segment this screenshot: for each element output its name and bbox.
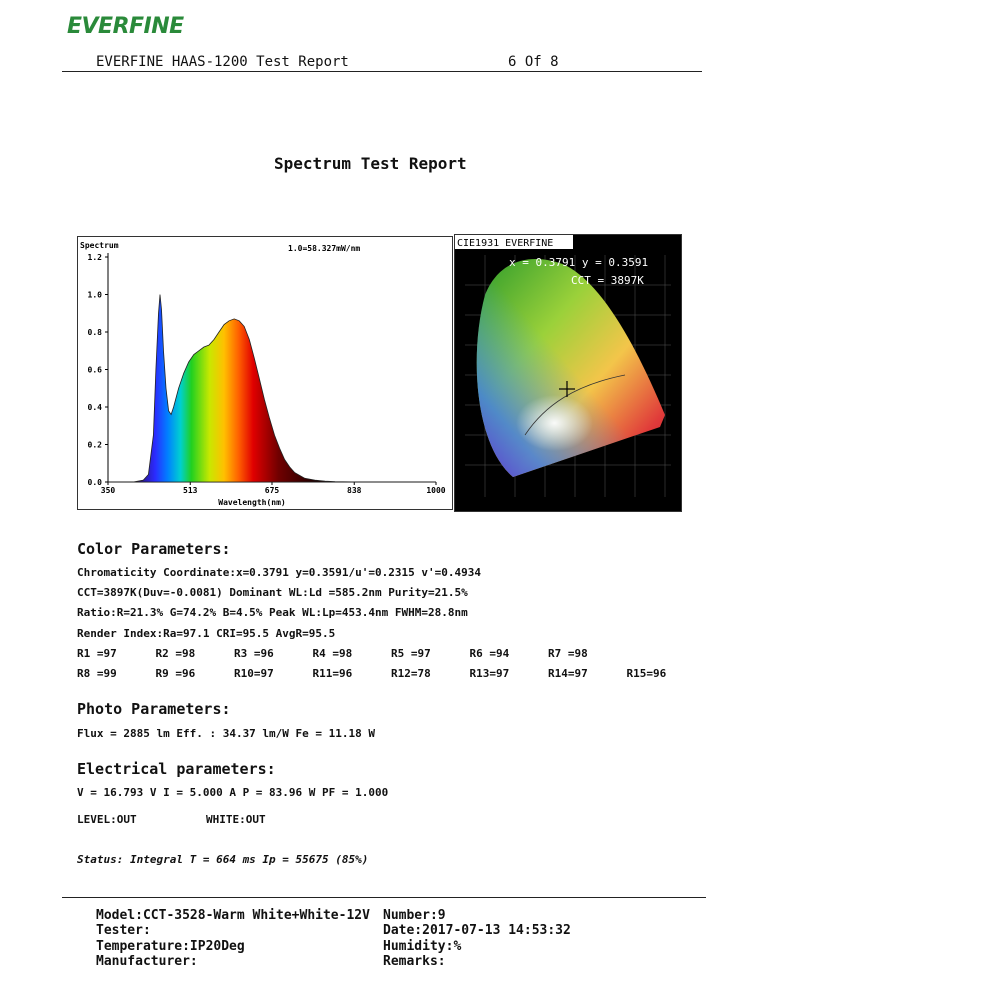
ratio-line: Ratio:R=21.3% G=74.2% B=4.5% Peak WL:Lp=453.4nm FWHM=28.8nm bbox=[77, 606, 468, 619]
r-value: R9 =96 bbox=[155, 667, 196, 680]
footer-manufacturer: Manufacturer: bbox=[96, 954, 198, 969]
footer-rule bbox=[62, 897, 706, 898]
cie-xy: x = 0.3791 y = 0.3591 bbox=[509, 256, 649, 269]
r-value: R8 =99 bbox=[77, 667, 117, 680]
r-value: R1 =97 bbox=[77, 647, 117, 660]
spectrum-curve bbox=[108, 295, 436, 483]
flux-line: Flux = 2885 lm Eff. : 34.37 lm/W Fe = 11.18 W bbox=[77, 727, 376, 740]
r-value: R2 =98 bbox=[155, 647, 196, 660]
y-tick-label: 1.2 bbox=[87, 253, 102, 262]
x-tick-label: 513 bbox=[183, 486, 198, 495]
cie-title: CIE1931 EVERFINE bbox=[457, 238, 554, 249]
brand-logo: EVERFINE bbox=[67, 14, 184, 39]
footer-humidity: Humidity:% bbox=[383, 939, 462, 954]
r-value: R7 =98 bbox=[548, 647, 588, 660]
y-tick-label: 0.6 bbox=[87, 365, 102, 375]
x-tick-label: 350 bbox=[100, 486, 116, 495]
y-tick-label: 0.8 bbox=[87, 328, 102, 337]
x-axis-label: Wavelength(nm) bbox=[218, 498, 286, 507]
footer-model: Model:CCT-3528-Warm White+White-12V bbox=[96, 908, 370, 923]
cie-panel bbox=[454, 234, 682, 512]
report-title: EVERFINE HAAS-1200 Test Report bbox=[96, 54, 349, 70]
r-value: R10=97 bbox=[234, 667, 274, 680]
photo-params-heading: Photo Parameters: bbox=[77, 700, 231, 718]
r-value: R15=96 bbox=[626, 667, 667, 680]
r-value: R5 =97 bbox=[391, 647, 431, 660]
render-index-line: Render Index:Ra=97.1 CRI=95.5 AvgR=95.5 bbox=[77, 627, 336, 640]
chart-annotation: 1.0=58.327mW/nm bbox=[288, 244, 361, 253]
electrical-line: V = 16.793 V I = 5.000 A P = 83.96 W PF = 1.000 bbox=[77, 786, 389, 799]
status-line: Status: Integral T = 664 ms Ip = 55675 (85%) bbox=[77, 853, 369, 866]
chromaticity-line: Chromaticity Coordinate:x=0.3791 y=0.3591/u'=0.2315 v'=0.4934 bbox=[77, 566, 481, 579]
footer-remarks: Remarks: bbox=[383, 954, 446, 969]
r-value: R12=78 bbox=[391, 667, 431, 680]
spectrum-panel bbox=[77, 236, 453, 510]
cie-cct: CCT = 3897K bbox=[571, 274, 644, 287]
r-value: R4 =98 bbox=[312, 647, 353, 660]
r-value: R6 =94 bbox=[469, 647, 510, 660]
electrical-params-heading: Electrical parameters: bbox=[77, 760, 276, 778]
y-tick-label: 0.4 bbox=[87, 403, 102, 412]
y-tick-label: 0.2 bbox=[87, 440, 102, 450]
page-title: Spectrum Test Report bbox=[274, 154, 467, 173]
footer-number: Number:9 bbox=[383, 908, 446, 923]
r-value: R13=97 bbox=[469, 667, 510, 680]
y-tick-label: 0.0 bbox=[87, 478, 102, 487]
y-tick-label: 1.0 bbox=[87, 290, 102, 300]
header-rule bbox=[62, 71, 702, 72]
r-value: R11=96 bbox=[312, 667, 353, 680]
spectrum-chart bbox=[78, 237, 452, 509]
x-tick-label: 838 bbox=[347, 486, 362, 495]
x-tick-label: 1000 bbox=[426, 486, 446, 495]
cie-diagram bbox=[455, 235, 681, 511]
white-status: WHITE:OUT bbox=[206, 813, 266, 826]
r-value: R3 =96 bbox=[234, 647, 274, 660]
color-params-heading: Color Parameters: bbox=[77, 540, 231, 558]
x-tick-label: 675 bbox=[264, 486, 280, 495]
footer-tester: Tester: bbox=[96, 923, 151, 938]
chart-title: Spectrum bbox=[80, 241, 119, 250]
r-value: R14=97 bbox=[548, 667, 588, 680]
page-number: 6 Of 8 bbox=[508, 54, 559, 70]
footer-temperature: Temperature:IP20Deg bbox=[96, 939, 245, 954]
cct-line: CCT=3897K(Duv=-0.0081) Dominant WL:Ld =585.2nm Purity=21.5% bbox=[77, 586, 468, 599]
footer-date: Date:2017-07-13 14:53:32 bbox=[383, 923, 571, 938]
level-status: LEVEL:OUT bbox=[77, 813, 137, 826]
